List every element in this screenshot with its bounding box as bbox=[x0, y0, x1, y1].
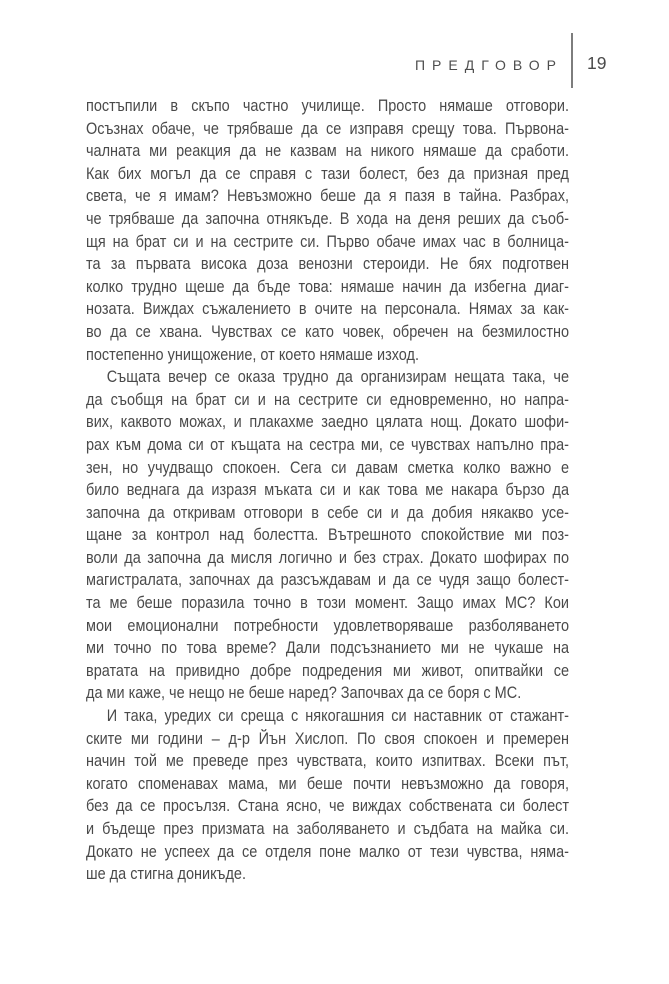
text-line: щя на брат си и на сестрите си. Първо обаче имах час в болница- bbox=[86, 231, 569, 251]
text-line: Същата вечер се оказа трудно да организирам нещата така, че bbox=[106, 367, 569, 387]
text-line: нозата. Виждах съжалението в очите на персонала. Нямах за как- bbox=[86, 299, 569, 319]
text-line: че трябваше да започна отнякъде. В хода на деня реших да съоб- bbox=[86, 208, 569, 228]
text-line: било веднага да изразя мъката си и как това ме накара бързо да bbox=[86, 480, 569, 500]
text-line: начин той ме преведе през чувствата, които изпитвах. Всеки път, bbox=[86, 751, 569, 771]
running-header bbox=[0, 0, 669, 96]
text-line: рах към дома си от къщата на сестра ми, се чувствах напълно пра- bbox=[86, 434, 569, 454]
text-line: без да се просълзя. Стана ясно, че виждах собствената си болест bbox=[86, 796, 569, 816]
text-line: колко трудно щеше да бъде това: нямаше начин да избегна диаг- bbox=[86, 276, 569, 296]
text-line: щане за контрол над болестта. Вътрешното спокойствие ми поз- bbox=[86, 525, 569, 545]
text-line: Докато не успеех да се отделя поне малко от тези чувства, няма- bbox=[86, 841, 569, 861]
text-line: мои емоционални потребности удовлетворяваше разболяването bbox=[86, 615, 569, 635]
paragraph bbox=[86, 366, 569, 705]
header-divider bbox=[571, 33, 573, 88]
paragraph bbox=[86, 95, 569, 366]
text-line: ми точно по това време? Дали подсъзнанието ми не чукаше на bbox=[86, 638, 569, 658]
text-line: во да се хвана. Чувствах се като човек, обречен на безмилостно bbox=[86, 321, 569, 341]
text-line: вих, каквото можах, и плакахме заедно цялата нощ. Докато шофи- bbox=[86, 412, 569, 432]
text-line: воли да започна да мисля логично и без страх. Докато шофирах по bbox=[86, 547, 569, 567]
text-line: започна да откривам отговори в себе си и да добия някакво усе- bbox=[86, 502, 569, 522]
text-line: и бъдеще през призмата на заболяването и съдбата на майка си. bbox=[86, 819, 569, 838]
text-line: та ме беше поразила точно в този момент. Защо имах МС? Кои bbox=[86, 593, 569, 613]
page-number: 19 bbox=[587, 53, 607, 73]
text-line: Осъзнах обаче, че трябваше да се изправя срещу това. Първона- bbox=[86, 118, 569, 138]
text-line: вратата на привидно добре подредения ми живот, опитвайки се bbox=[86, 660, 569, 680]
text-line: да съобщя на брат си и на сестрите си едновременно, но напра- bbox=[86, 389, 569, 409]
text-line: постъпили в скъпо частно училище. Просто нямаше отговори. bbox=[86, 96, 569, 115]
text-line: постепенно унищожение, от което нямаше изход. bbox=[86, 344, 419, 364]
text-line: И така, уредих си среща с някогашния си наставник от стажант- bbox=[106, 706, 569, 726]
text-line: да ми каже, че нещо не беше наред? Започвах да се боря с МС. bbox=[86, 683, 522, 703]
chapter-title: ПРЕДГОВОР bbox=[414, 57, 563, 73]
text-line: зен, но учудващо спокоен. Сега си давам сметка колко важно е bbox=[86, 457, 569, 477]
text-line: света, че я имам? Невъзможно беше да я пазя в тайна. Разбрах, bbox=[86, 186, 569, 206]
body-text bbox=[86, 95, 569, 886]
text-line: ше да стигна доникъде. bbox=[86, 864, 246, 884]
paragraph bbox=[86, 705, 569, 886]
text-line: та за първата висока доза венозни стероиди. Не бях подготвен bbox=[86, 254, 569, 274]
text-line: ските ми години – д-р Йън Хислоп. По своя спокоен и премерен bbox=[86, 728, 569, 748]
text-line: Как бих могъл да се справя с тази болест, без да призная пред bbox=[86, 163, 569, 183]
text-line: когато споменавах мама, ми беше почти невъзможно да говоря, bbox=[86, 773, 569, 793]
text-line: чалната ми реакция да не казвам на никого нямаше да сработи. bbox=[86, 141, 569, 161]
text-line: магистралата, започнах да разсъждавам и да се чудя защо болест- bbox=[86, 570, 569, 590]
